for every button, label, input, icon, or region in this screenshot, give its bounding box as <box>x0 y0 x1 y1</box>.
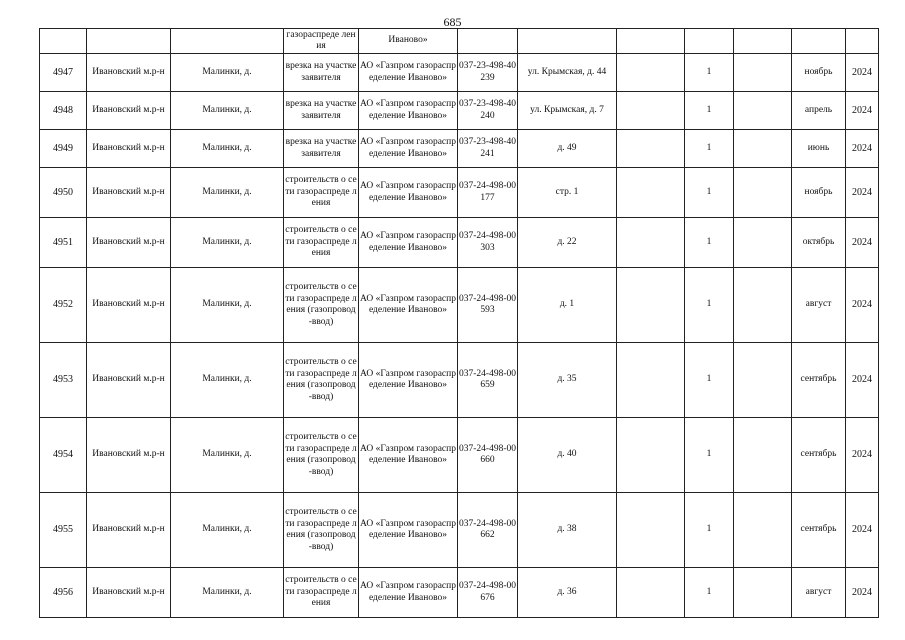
cell-code: 037-24-498-00660 <box>458 418 518 493</box>
cell-qty: 1 <box>685 54 734 92</box>
cell-extra2 <box>734 92 792 130</box>
cell-qty: 1 <box>685 218 734 268</box>
table-row <box>40 418 879 493</box>
cell-settlement: Малинки, д. <box>171 568 284 618</box>
cell-address: ул. Крымская, д. 7 <box>518 92 617 130</box>
cell-district <box>87 29 171 54</box>
cell-month <box>792 29 846 54</box>
cell-qty: 1 <box>685 268 734 343</box>
cell-district: Ивановский м.р-н <box>87 493 171 568</box>
cell-extra2 <box>734 168 792 218</box>
cell-qty: 1 <box>685 168 734 218</box>
cell-settlement: Малинки, д. <box>171 418 284 493</box>
cell-settlement: Малинки, д. <box>171 130 284 168</box>
cell-n <box>40 29 87 54</box>
cell-work: строительств о сети газораспреде ления (газопровод-ввод) <box>284 268 359 343</box>
cell-org: АО «Газпром газораспределение Иваново» <box>359 130 458 168</box>
cell-code: 037-24-498-00662 <box>458 493 518 568</box>
cell-extra <box>617 418 685 493</box>
cell-qty: 1 <box>685 343 734 418</box>
cell-year: 2024 <box>846 218 879 268</box>
cell-work: врезка на участке заявителя <box>284 130 359 168</box>
cell-year: 2024 <box>846 54 879 92</box>
cell-district: Ивановский м.р-н <box>87 268 171 343</box>
cell-settlement: Малинки, д. <box>171 218 284 268</box>
cell-address: д. 36 <box>518 568 617 618</box>
table-row <box>40 168 879 218</box>
cell-year: 2024 <box>846 493 879 568</box>
cell-extra2 <box>734 130 792 168</box>
cell-work: строительств о сети газораспреде ления <box>284 568 359 618</box>
cell-work: врезка на участке заявителя <box>284 54 359 92</box>
cell-district: Ивановский м.р-н <box>87 218 171 268</box>
cell-month: сентябрь <box>792 343 846 418</box>
cell-extra2 <box>734 568 792 618</box>
cell-n: 4954 <box>40 418 87 493</box>
cell-address: д. 40 <box>518 418 617 493</box>
cell-org: АО «Газпром газораспределение Иваново» <box>359 343 458 418</box>
cell-address: д. 49 <box>518 130 617 168</box>
cell-org: АО «Газпром газораспределение Иваново» <box>359 418 458 493</box>
cell-extra2 <box>734 29 792 54</box>
cell-month: апрель <box>792 92 846 130</box>
cell-month: сентябрь <box>792 493 846 568</box>
cell-n: 4948 <box>40 92 87 130</box>
cell-code: 037-23-498-40241 <box>458 130 518 168</box>
cell-address <box>518 29 617 54</box>
cell-work: строительств о сети газораспреде ления (газопровод-ввод) <box>284 493 359 568</box>
cell-code: 037-24-498-00303 <box>458 218 518 268</box>
cell-n: 4953 <box>40 343 87 418</box>
cell-code: 037-24-498-00659 <box>458 343 518 418</box>
cell-year <box>846 29 879 54</box>
cell-qty: 1 <box>685 418 734 493</box>
cell-address: д. 1 <box>518 268 617 343</box>
cell-month: август <box>792 568 846 618</box>
table-row <box>40 92 879 130</box>
cell-n: 4951 <box>40 218 87 268</box>
cell-district: Ивановский м.р-н <box>87 54 171 92</box>
cell-month: октябрь <box>792 218 846 268</box>
cell-n: 4952 <box>40 268 87 343</box>
cell-month: август <box>792 268 846 343</box>
cell-work: строительств о сети газораспреде ления (газопровод-ввод) <box>284 343 359 418</box>
continuation-row <box>40 29 879 54</box>
cell-year: 2024 <box>846 92 879 130</box>
cell-qty <box>685 29 734 54</box>
cell-org: АО «Газпром газораспределение Иваново» <box>359 168 458 218</box>
cell-org: АО «Газпром газораспределение Иваново» <box>359 268 458 343</box>
cell-settlement: Малинки, д. <box>171 343 284 418</box>
table-row <box>40 218 879 268</box>
cell-extra <box>617 54 685 92</box>
cell-code <box>458 29 518 54</box>
cell-n: 4950 <box>40 168 87 218</box>
cell-month: сентябрь <box>792 418 846 493</box>
cell-code: 037-24-498-00676 <box>458 568 518 618</box>
cell-org: АО «Газпром газораспределение Иваново» <box>359 568 458 618</box>
cell-qty: 1 <box>685 92 734 130</box>
cell-extra2 <box>734 268 792 343</box>
cell-year: 2024 <box>846 568 879 618</box>
cell-year: 2024 <box>846 130 879 168</box>
cell-settlement: Малинки, д. <box>171 268 284 343</box>
cell-qty: 1 <box>685 130 734 168</box>
cell-qty: 1 <box>685 568 734 618</box>
cell-settlement: Малинки, д. <box>171 54 284 92</box>
cell-address: стр. 1 <box>518 168 617 218</box>
cell-year: 2024 <box>846 168 879 218</box>
cell-code: 037-24-498-00177 <box>458 168 518 218</box>
cell-org: АО «Газпром газораспределение Иваново» <box>359 493 458 568</box>
cell-extra <box>617 92 685 130</box>
table-row <box>40 268 879 343</box>
cell-work: строительств о сети газораспреде ления (газопровод-ввод) <box>284 418 359 493</box>
cell-settlement: Малинки, д. <box>171 92 284 130</box>
cell-settlement: Малинки, д. <box>171 493 284 568</box>
cell-extra <box>617 29 685 54</box>
cell-address: д. 38 <box>518 493 617 568</box>
cell-address: д. 22 <box>518 218 617 268</box>
cell-extra2 <box>734 493 792 568</box>
cell-extra <box>617 493 685 568</box>
cell-address: д. 35 <box>518 343 617 418</box>
table-row <box>40 130 879 168</box>
cell-settlement <box>171 29 284 54</box>
cell-extra <box>617 568 685 618</box>
cell-extra2 <box>734 54 792 92</box>
cell-extra <box>617 268 685 343</box>
cell-year: 2024 <box>846 418 879 493</box>
cell-n: 4956 <box>40 568 87 618</box>
cell-code: 037-23-498-40239 <box>458 54 518 92</box>
cell-extra2 <box>734 218 792 268</box>
cell-qty: 1 <box>685 493 734 568</box>
table-row <box>40 568 879 618</box>
cell-org: АО «Газпром газораспределение Иваново» <box>359 92 458 130</box>
cell-extra <box>617 168 685 218</box>
registry-table <box>39 28 879 618</box>
cell-org: Иваново» <box>359 29 458 54</box>
page-number: 685 <box>443 15 462 29</box>
cell-district: Ивановский м.р-н <box>87 168 171 218</box>
cell-org: АО «Газпром газораспределение Иваново» <box>359 218 458 268</box>
cell-work: газораспреде ления <box>284 29 359 54</box>
cell-code: 037-23-498-40240 <box>458 92 518 130</box>
cell-n: 4949 <box>40 130 87 168</box>
cell-month: июнь <box>792 130 846 168</box>
cell-extra <box>617 343 685 418</box>
cell-n: 4955 <box>40 493 87 568</box>
cell-year: 2024 <box>846 268 879 343</box>
cell-month: ноябрь <box>792 54 846 92</box>
cell-n: 4947 <box>40 54 87 92</box>
cell-district: Ивановский м.р-н <box>87 418 171 493</box>
cell-district: Ивановский м.р-н <box>87 568 171 618</box>
cell-extra <box>617 130 685 168</box>
cell-extra2 <box>734 343 792 418</box>
cell-year: 2024 <box>846 343 879 418</box>
cell-work: строительств о сети газораспреде ления <box>284 218 359 268</box>
cell-month: ноябрь <box>792 168 846 218</box>
cell-district: Ивановский м.р-н <box>87 343 171 418</box>
table-row <box>40 493 879 568</box>
cell-settlement: Малинки, д. <box>171 168 284 218</box>
cell-org: АО «Газпром газораспределение Иваново» <box>359 54 458 92</box>
cell-district: Ивановский м.р-н <box>87 92 171 130</box>
cell-extra <box>617 218 685 268</box>
cell-extra2 <box>734 418 792 493</box>
cell-address: ул. Крымская, д. 44 <box>518 54 617 92</box>
cell-work: врезка на участке заявителя <box>284 92 359 130</box>
cell-district: Ивановский м.р-н <box>87 130 171 168</box>
table-row <box>40 343 879 418</box>
table-row <box>40 54 879 92</box>
cell-code: 037-24-498-00593 <box>458 268 518 343</box>
cell-work: строительств о сети газораспреде ления <box>284 168 359 218</box>
